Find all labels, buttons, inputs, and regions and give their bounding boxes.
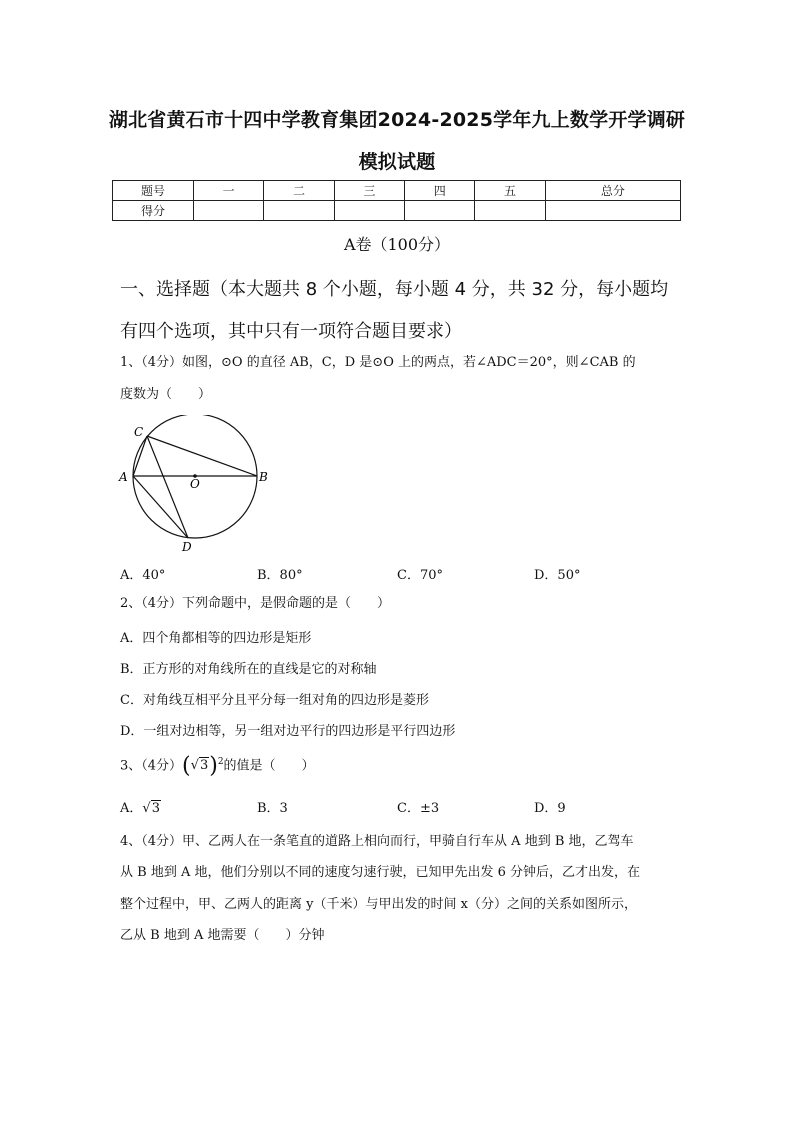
q2-option-a[interactable]: A．四个角都相等的四边形是矩形 (120, 631, 312, 646)
score-table-header-row (113, 181, 681, 201)
exponent: 2 (217, 757, 224, 767)
q1-stem-line1: 1、（4分）如图，⊙O 的直径 AB，C，D 是⊙O 上的两点，若∠ADC＝20°，则∠CAB 的 (120, 355, 636, 370)
score-cell: 二 (264, 181, 334, 201)
score-table (112, 180, 681, 221)
score-input-cell[interactable] (405, 201, 475, 221)
radicand: 3 (199, 758, 209, 774)
exam-title-line1: 湖北省黄石市十四中学教育集团2024-2025学年九上数学开学调研 (108, 109, 686, 131)
q4-stem-line1: 4、（4分）甲、乙两人在一条笔直的道路上相向而行，甲骑自行车从 A 地到 B 地，乙驾车 (120, 834, 634, 849)
chord-ca (133, 436, 147, 476)
q3-option-a-prefix: A． (120, 801, 143, 816)
chord-cb (147, 436, 257, 476)
q1-option-b[interactable]: B．80° (257, 568, 303, 583)
q1-option-a[interactable]: A．40° (120, 568, 166, 583)
q1-option-c[interactable]: C．70° (397, 568, 443, 583)
circle-figure (110, 415, 280, 560)
chord-cd (147, 436, 188, 538)
q3-option-a[interactable] (120, 797, 161, 816)
sqrt-expression: √3 (142, 801, 160, 816)
exam-title-line2: 模拟试题 (358, 151, 436, 173)
section1-heading-line2: 有四个选项，其中只有一项符合题目要求） (120, 321, 462, 342)
score-cell: 四 (405, 181, 475, 201)
q4-stem-line4: 乙从 B 地到 A 地需要（ ）分钟 (120, 928, 325, 943)
score-cell: 得分 (113, 201, 194, 221)
score-input-cell[interactable] (475, 201, 545, 221)
q3-suffix: 的值是（ ） (223, 758, 315, 774)
score-input-cell[interactable] (194, 201, 264, 221)
section-a-heading: A卷（100分） (343, 235, 451, 254)
label-c: C (134, 425, 144, 439)
q2-option-c[interactable]: C．对角线互相平分且平分每一组对角的四边形是菱形 (120, 693, 429, 708)
label-d: D (182, 540, 192, 554)
label-o: O (190, 477, 200, 491)
q3-option-d[interactable]: D．9 (534, 801, 566, 816)
label-a: A (119, 470, 128, 484)
score-cell: 五 (475, 181, 545, 201)
q3-stem (120, 753, 685, 779)
radicand: 3 (151, 801, 160, 816)
score-input-cell[interactable] (264, 201, 334, 221)
q2-stem: 2、（4分）下列命题中，是假命题的是（ ） (120, 596, 391, 611)
q3-prefix: 3、（4分） (120, 758, 183, 774)
q2-option-d[interactable]: D．一组对边相等，另一组对边平行的四边形是平行四边形 (120, 724, 456, 739)
left-paren-glyph: ( (182, 753, 191, 779)
score-input-cell[interactable] (545, 201, 680, 221)
q1-option-d[interactable]: D．50° (534, 568, 581, 583)
q1-stem-line2: 度数为（ ） (120, 387, 212, 402)
section1-heading-line1: 一、选择题（本大题共 8 个小题，每小题 4 分，共 32 分，每小题均 (120, 279, 669, 300)
score-cell: 题号 (113, 181, 194, 201)
score-cell: 一 (194, 181, 264, 201)
q3-option-b[interactable]: B．3 (257, 801, 288, 816)
q4-stem-line2: 从 B 地到 A 地，他们分别以不同的速度匀速行驶，已知甲先出发 6 分钟后，乙才出发，在 (120, 865, 641, 880)
q4-stem-line3: 整个过程中，甲、乙两人的距离 y（千米）与甲出发的时间 x（分）之间的关系如图所示， (120, 897, 637, 912)
score-input-cell[interactable] (334, 201, 404, 221)
score-table-score-row (113, 201, 681, 221)
label-b: B (259, 470, 268, 484)
q3-option-c[interactable]: C．±3 (397, 801, 440, 816)
q2-option-b[interactable]: B．正方形的对角线所在的直线是它的对称轴 (120, 662, 377, 677)
sqrt-expression: √3 (190, 758, 209, 774)
score-cell: 三 (334, 181, 404, 201)
right-paren-glyph: ) (209, 753, 218, 779)
score-cell: 总分 (545, 181, 680, 201)
